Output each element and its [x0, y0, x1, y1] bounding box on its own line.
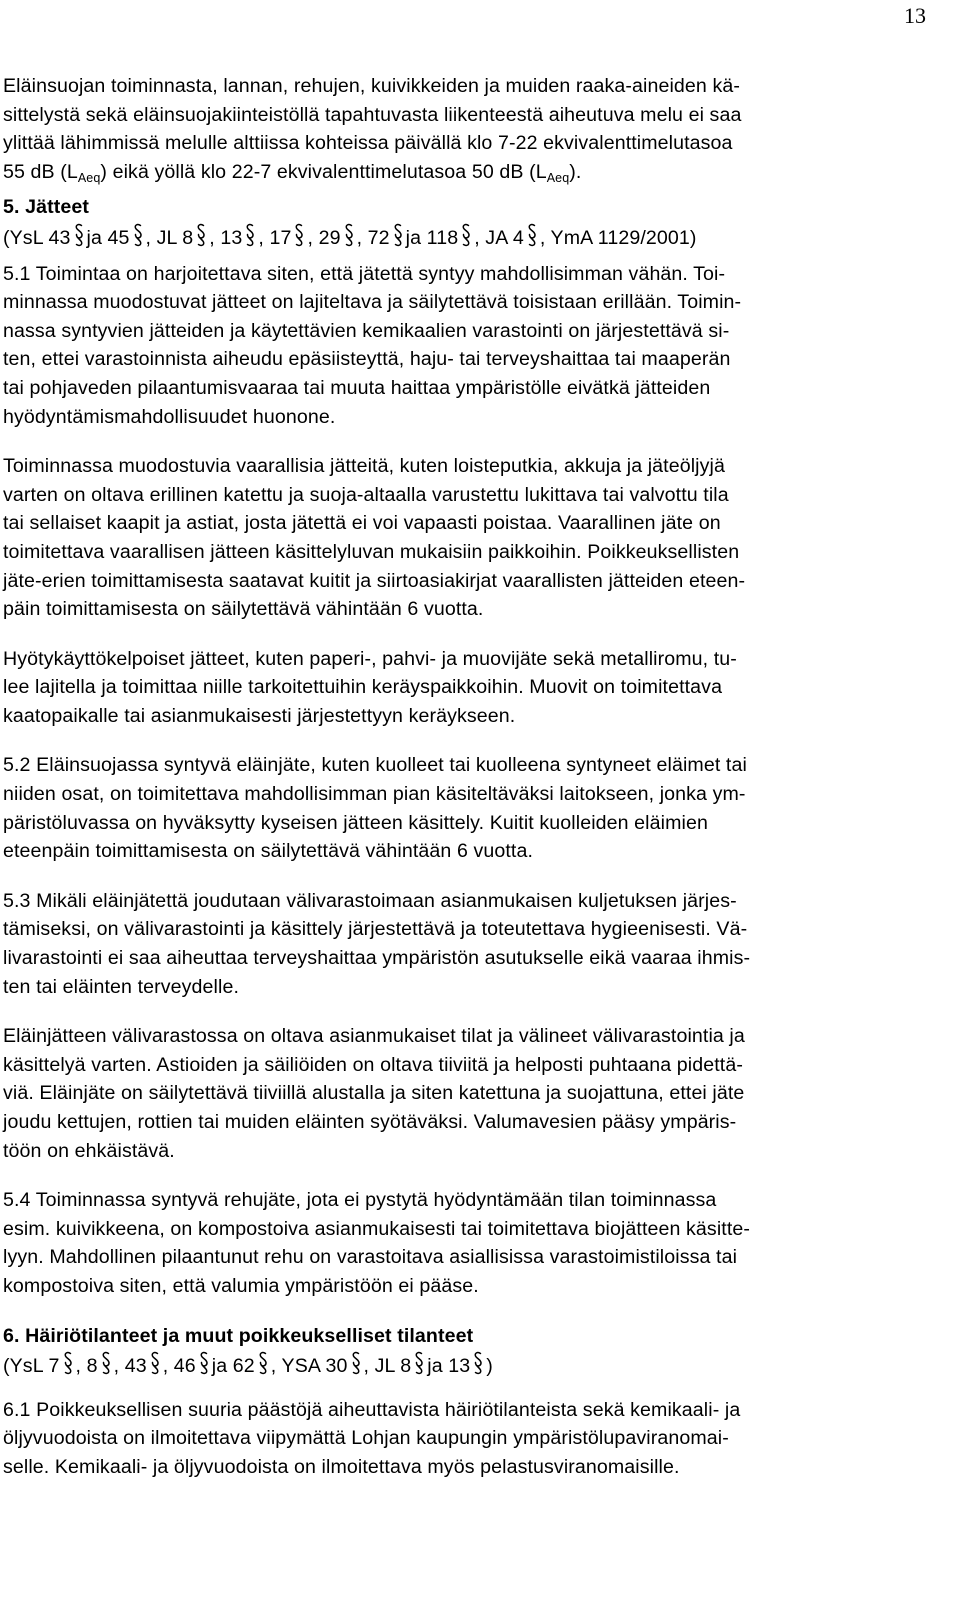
- text-line: niiden osat, on toimitettava mahdollisimman pian käsiteltäväksi laitokseen, jonka ym-: [3, 783, 746, 806]
- paragraph-animal-waste-storage: [3, 1022, 945, 1165]
- ref-fragment: ): [486, 1355, 493, 1378]
- text-line: eteenpäin toimittamisesta on säilytettävä vähintään 6 vuotta.: [3, 840, 534, 863]
- document-body: [3, 72, 945, 1482]
- section-sign-icon: [341, 222, 357, 250]
- text-line: 5.2 Eläinsuojassa syntyvä eläinjäte, kuten kuolleet tai kuolleena syntyneet eläimet tai: [3, 754, 747, 777]
- section-heading: 5. Jätteet: [3, 196, 89, 219]
- paragraph-5-2: [3, 751, 945, 865]
- text-fragment: ) eikä yöllä klo 22-7 ekvivalenttimelutasoa 50 dB (L: [100, 160, 547, 183]
- text-line: tai pohjaveden pilaantumisvaaraa tai muuta haittaa ympäristölle eivätkä jätteiden: [3, 376, 711, 399]
- text-line: Eläinjätteen välivarastossa on oltava asianmukaiset tilat ja välineet välivarastointia ja: [3, 1025, 745, 1048]
- section-6-heading-block: [3, 1322, 945, 1381]
- text-line: lee lajitella ja toimittaa niille tarkoitettuihin keräyspaikkoihin. Muovit on toimitettava: [3, 676, 723, 699]
- text-line: Hyötykäyttökelpoiset jätteet, kuten paperi-, pahvi- ja muovijäte sekä metalliromu, tu-: [3, 647, 737, 670]
- text-line: öljyvuodoista on ilmoitettava viipymättä Lohjan kaupungin ympäristölupaviranomai-: [3, 1427, 729, 1450]
- section-sign-icon: [348, 1350, 364, 1378]
- text-line: ylittää lähimmissä melulle alttiissa kohteissa päivällä klo 7-22 ekvivalenttimelutasoa: [3, 132, 733, 155]
- ref-fragment: , 17: [258, 226, 292, 249]
- section-sign-icon: [470, 1350, 486, 1378]
- ref-fragment: , JA 4: [474, 226, 524, 249]
- ref-fragment: , YSA 30: [270, 1355, 348, 1378]
- text-fragment: 55 dB (L: [3, 160, 78, 183]
- ref-fragment: , 8: [75, 1355, 98, 1378]
- section-5-heading-block: [3, 193, 945, 252]
- ref-fragment: , 13: [209, 226, 243, 249]
- subscript: Aeq: [546, 170, 570, 185]
- text-line: Eläinsuojan toiminnasta, lannan, rehujen, kuivikkeiden ja muiden raaka-aineiden kä-: [3, 75, 740, 97]
- text-line: päristöluvassa on hyväksytty kyseisen jätteen käsittely. Kuitit kuolleiden eläimien: [3, 811, 708, 834]
- text-line: 5.4 Toiminnassa syntyvä rehujäte, jota ei pystytä hyödyntämään tilan toiminnassa: [3, 1189, 717, 1212]
- section-sign-icon: [196, 1350, 212, 1378]
- ref-fragment: , JL 8: [363, 1355, 412, 1378]
- text-line: Toiminnassa muodostuvia vaarallisia jätteitä, kuten loisteputkia, akkuja ja jäteöljyjä: [3, 455, 725, 478]
- section-sign-icon: [147, 1350, 163, 1378]
- ref-fragment: ja 45: [86, 226, 130, 249]
- text-line: ten tai eläinten terveydelle.: [3, 975, 239, 998]
- paragraph-6-1: [3, 1396, 945, 1482]
- ref-fragment: , YmA 1129/2001): [539, 226, 697, 249]
- text-line: esim. kuivikkeena, on kompostoiva asianmukaisesti tai toimitettava biojätteen käsitte-: [3, 1217, 750, 1240]
- text-line: käsittelyä varten. Astioiden ja säiliöiden on oltava tiiviitä ja helposti puhtaana pidettä-: [3, 1053, 743, 1076]
- page-number: 13: [904, 3, 926, 28]
- text-line: päin toimittamisesta on säilytettävä vähintään 6 vuotta.: [3, 598, 484, 621]
- text-line: kompostoiva siten, että valumia ympäristöön ei pääse.: [3, 1274, 479, 1297]
- section-sign-icon: [291, 222, 307, 250]
- text-line: kaatopaikalle tai asianmukaisesti järjestettyyn keräykseen.: [3, 704, 516, 727]
- ref-fragment: , 29: [307, 226, 341, 249]
- section-sign-icon: [98, 1350, 114, 1378]
- ref-fragment: , 72: [356, 226, 390, 249]
- text-line: töön on ehkäistävä.: [3, 1139, 175, 1162]
- section-heading: 6. Häiriötilanteet ja muut poikkeukselliset tilanteet: [3, 1324, 474, 1347]
- ref-fragment: , 43: [113, 1355, 147, 1378]
- text-line: tai sellaiset kaapit ja astiat, josta jätettä ei voi vapaasti poistaa. Vaarallinen jäte on: [3, 512, 721, 535]
- text-line: hyödyntämismahdollisuudet huonone.: [3, 405, 336, 428]
- ref-fragment: ja 13: [427, 1355, 471, 1378]
- text-line: joudu kettujen, rottien tai muiden eläinten syötäväksi. Valumavesien pääsy ympäris-: [3, 1111, 737, 1133]
- ref-fragment: ja 62: [211, 1355, 255, 1378]
- paragraph-5-3: [3, 887, 945, 1001]
- paragraph-5-1: [3, 260, 945, 432]
- text-line-with-subscript: [3, 158, 945, 187]
- text-line: toimitettava vaarallisen jätteen käsittelyluvan mukaisiin paikkoihin. Poikkeuksellisten: [3, 540, 740, 563]
- section-sign-icon: [193, 222, 209, 250]
- ref-fragment: , JL 8: [145, 226, 194, 249]
- ref-fragment: (YsL 7: [3, 1355, 60, 1378]
- section-sign-icon: [242, 222, 258, 250]
- section-sign-icon: [71, 222, 87, 250]
- text-line: tämiseksi, on välivarastointi ja käsittely järjestettävä ja toteutettava hygieenisesti. Vä-: [3, 918, 748, 941]
- text-line: viä. Eläinjäte on säilytettävä tiiviillä alustalla ja siten katettuna ja suojattuna, ettei jäte: [3, 1082, 745, 1105]
- legal-reference-line: [3, 222, 945, 253]
- section-sign-icon: [60, 1350, 76, 1378]
- section-sign-icon: [524, 222, 540, 250]
- paragraph-recyclable-waste: [3, 645, 945, 731]
- text-line: 6.1 Poikkeuksellisen suuria päästöjä aiheuttavista häiriötilanteista sekä kemikaali- ja: [3, 1398, 741, 1421]
- paragraph-5-4: [3, 1186, 945, 1300]
- text-line: nassa syntyvien jätteiden ja käytettävien kemikaalien varastointi on järjestettävä si-: [3, 319, 730, 342]
- text-line: 5.1 Toimintaa on harjoitettava siten, että jätettä syntyy mahdollisimman vähän. Toi-: [3, 262, 726, 285]
- ref-fragment: , 46: [162, 1355, 196, 1378]
- text-line: selle. Kemikaali- ja öljyvuodoista on ilmoitettava myös pelastusviranomaisille.: [3, 1455, 680, 1478]
- section-sign-icon: [255, 1350, 271, 1378]
- ref-fragment: (YsL 43: [3, 226, 71, 249]
- legal-reference-line: [3, 1350, 945, 1381]
- text-line: 5.3 Mikäli eläinjätettä joudutaan välivarastoimaan asianmukaisen kuljetuksen järjes-: [3, 889, 737, 912]
- text-line: livarastointi ei saa aiheuttaa terveyshaittaa ympäristön asutukselle eikä vaaraa ihmis-: [3, 947, 751, 970]
- text-line: jäte-erien toimittamisesta saatavat kuitit ja siirtoasiakirjat vaarallisten jätteiden eteen-: [3, 569, 746, 592]
- section-sign-icon: [130, 222, 146, 250]
- text-line: ten, ettei varastoinnista aiheudu epäsiisteyttä, haju- tai terveyshaittaa tai maaperän: [3, 348, 731, 371]
- text-fragment: ).: [569, 160, 582, 183]
- text-line: minnassa muodostuvat jätteet on lajiteltava ja säilytettävä toisistaan erillään. Toimin-: [3, 291, 742, 314]
- subscript: Aeq: [77, 170, 101, 185]
- text-line: lyyn. Mahdollinen pilaantunut rehu on varastoitava asiallisissa varastoimistiloissa tai: [3, 1246, 738, 1269]
- section-sign-icon: [390, 222, 406, 250]
- text-line: sittelystä sekä eläinsuojakiinteistöllä tapahtuvasta liikenteestä aiheutuva melu ei saa: [3, 103, 742, 126]
- section-sign-icon: [411, 1350, 427, 1378]
- section-sign-icon: [458, 222, 474, 250]
- noise-paragraph: [3, 72, 945, 186]
- text-line: varten on oltava erillinen katettu ja suoja-altaalla varustettu lukittava tai valvottu tila: [3, 483, 729, 506]
- paragraph-hazardous-waste: [3, 452, 945, 624]
- ref-fragment: ja 118: [405, 226, 459, 249]
